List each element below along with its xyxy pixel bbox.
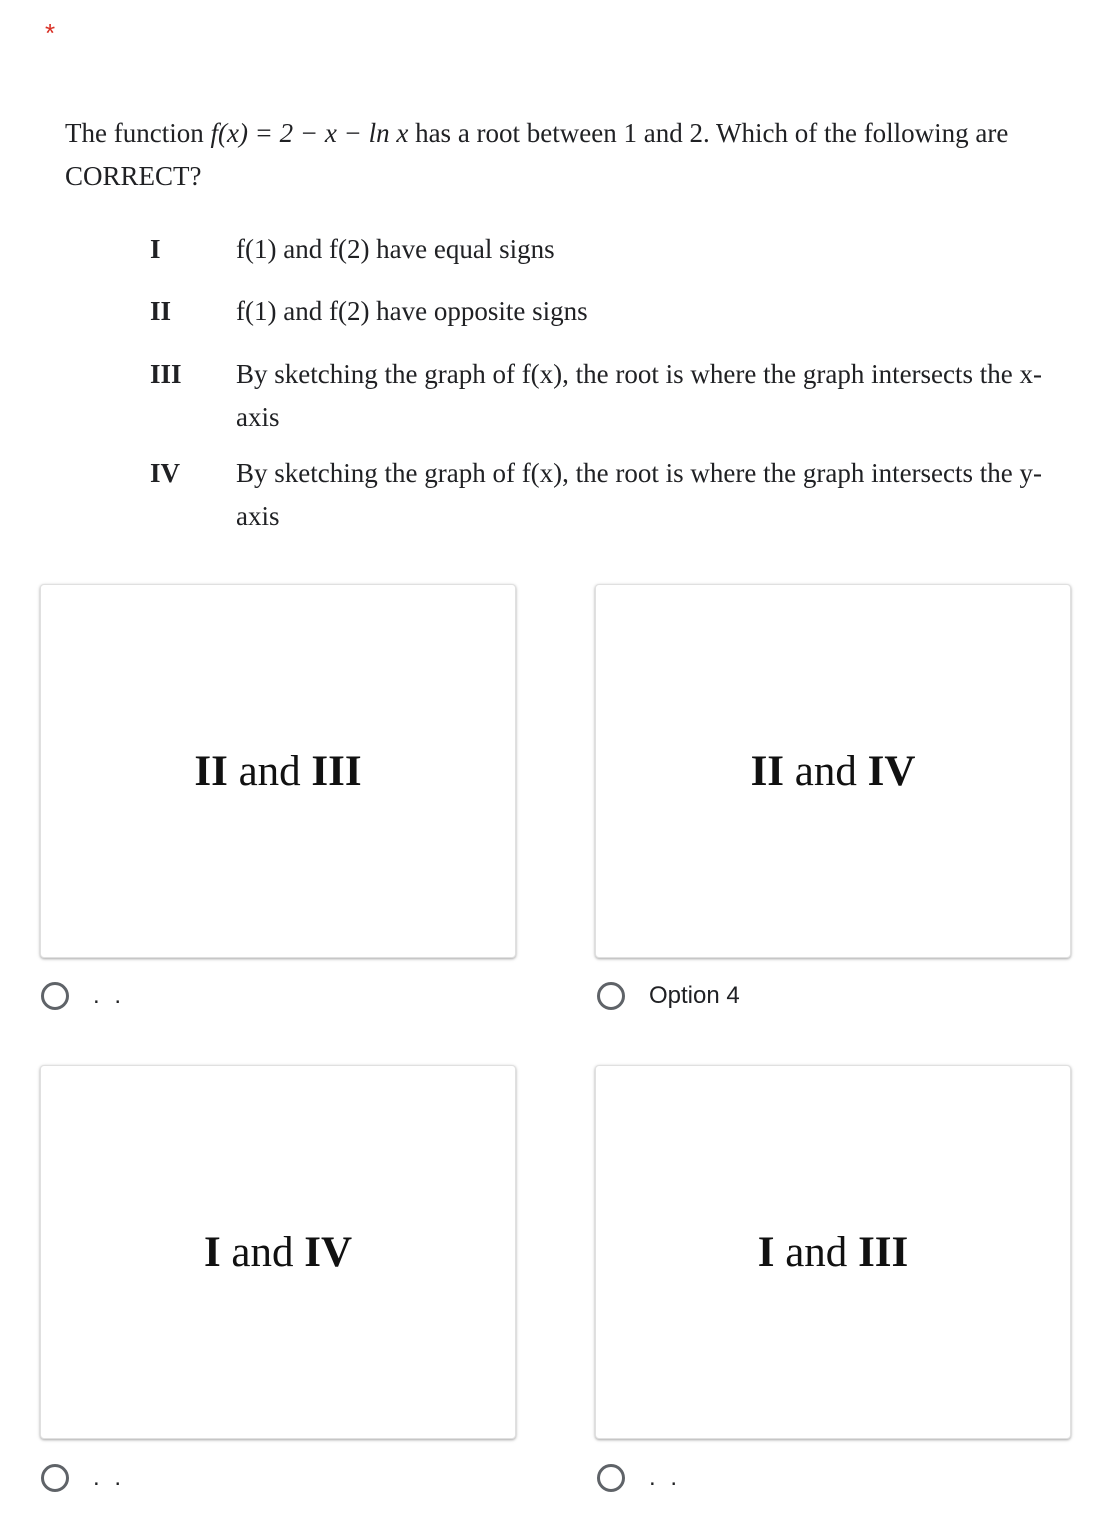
option-radio-2[interactable] [597,982,740,1010]
option-label: . . [93,1464,126,1491]
option-radio-1[interactable] [41,982,125,1010]
statement-1 [150,228,1070,271]
statement-number: I [150,234,161,264]
radio-circle-icon[interactable] [41,982,69,1010]
question-text [65,112,1075,198]
option-radio-4[interactable] [597,1464,681,1492]
statement-2 [150,290,1070,333]
radio-circle-icon[interactable] [597,1464,625,1492]
statement-number: II [150,296,172,326]
statement-3 [150,353,1070,439]
option-image-label: II and IV [750,747,916,795]
option-image-1[interactable] [40,584,516,958]
radio-circle-icon[interactable] [41,1464,69,1492]
statement-text: By sketching the graph of f(x), the root is where the graph intersects the x-axis [236,359,1043,432]
statement-text: By sketching the graph of f(x), the root is where the graph intersects the y-axis [236,458,1043,531]
radio-circle-icon[interactable] [597,982,625,1010]
question-function: f(x) = 2 − x − ln x [210,118,409,148]
option-label: . . [93,982,126,1009]
required-marker: * [45,18,56,48]
statement-text: f(1) and f(2) have equal signs [236,234,555,264]
statement-4 [150,452,1070,538]
option-image-label: I and III [757,1228,909,1276]
question-end: ? [189,161,202,191]
option-image-label: II and III [194,747,362,795]
statement-number: IV [150,458,181,488]
question-middle: has a root between 1 and 2. Which of the following are [408,118,1009,148]
statement-text: f(1) and f(2) have opposite signs [236,296,588,326]
option-image-label: I and IV [203,1228,353,1276]
option-image-2[interactable] [595,584,1071,958]
question-intro: The function [65,118,211,148]
option-image-4[interactable] [595,1065,1071,1439]
question-emphasis: CORRECT [65,161,190,191]
option-image-3[interactable] [40,1065,516,1439]
option-label: . . [649,1464,682,1491]
option-label: Option 4 [649,982,740,1009]
statement-number: III [150,359,182,389]
option-radio-3[interactable] [41,1464,125,1492]
